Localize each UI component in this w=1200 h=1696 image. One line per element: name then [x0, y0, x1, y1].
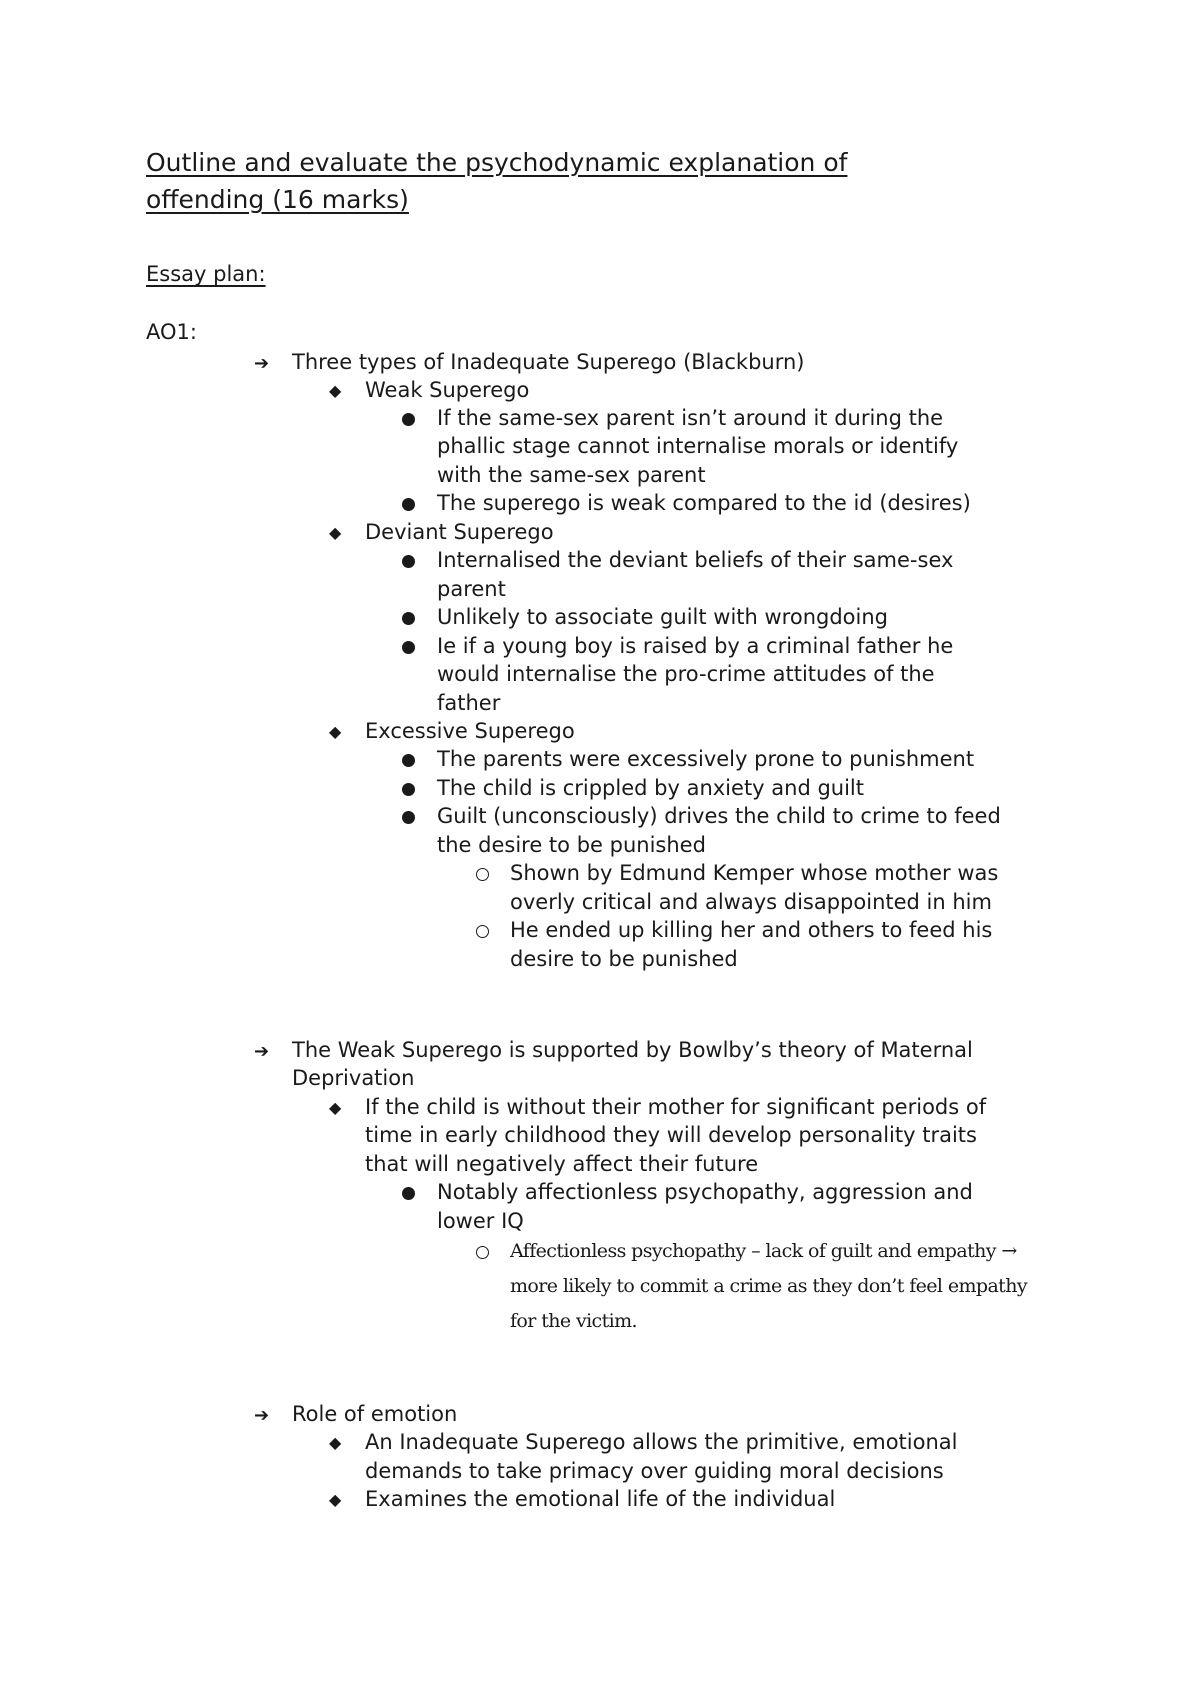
list-item: the desire to be punished: [437, 833, 706, 857]
list-item: lower IQ: [437, 1209, 524, 1233]
list-item: parent: [437, 577, 506, 601]
list-item: Deviant Superego: [365, 520, 554, 544]
list-item: Internalised the deviant beliefs of their same-sex: [437, 548, 954, 572]
section-heading: Role of emotion: [292, 1402, 458, 1426]
list-item: Weak Superego: [365, 378, 530, 402]
title-line-2: offending (16 marks): [146, 185, 409, 214]
section-heading: Deprivation: [292, 1066, 415, 1090]
filled-dot-bullet-icon: [402, 555, 415, 568]
filled-dot-bullet-icon: [402, 612, 415, 625]
list-item: desire to be punished: [510, 947, 738, 971]
list-item: An Inadequate Superego allows the primitive, emotional: [365, 1430, 958, 1454]
title-line-1: Outline and evaluate the psychodynamic explanation of: [146, 148, 848, 177]
essay-plan-heading: Essay plan:: [146, 262, 266, 286]
list-item: time in early childhood they will develop personality traits: [365, 1123, 977, 1147]
list-item: Examines the emotional life of the individual: [365, 1487, 836, 1511]
document-title: [146, 144, 1046, 218]
filled-dot-bullet-icon: [402, 413, 415, 426]
list-item: If the same-sex parent isn’t around it during the: [437, 406, 944, 430]
section-heading: The Weak Superego is supported by Bowlby’s theory of Maternal: [292, 1038, 973, 1062]
list-item: father: [437, 691, 501, 715]
list-item: Notably affectionless psychopathy, aggression and: [437, 1180, 973, 1204]
diamond-bullet-icon: ◆: [329, 381, 342, 400]
list-item: Unlikely to associate guilt with wrongdoing: [437, 605, 888, 629]
list-item: Affectionless psychopathy – lack of guilt and empathy →: [510, 1240, 1017, 1262]
diamond-bullet-icon: ◆: [329, 722, 342, 741]
filled-dot-bullet-icon: [402, 498, 415, 511]
list-item: He ended up killing her and others to feed his: [510, 918, 993, 942]
diamond-bullet-icon: ◆: [329, 1490, 342, 1509]
list-item: The parents were excessively prone to punishment: [437, 747, 975, 771]
hollow-circle-bullet-icon: [476, 1246, 489, 1259]
diamond-bullet-icon: ◆: [329, 523, 342, 542]
filled-dot-bullet-icon: [402, 1187, 415, 1200]
diamond-bullet-icon: ◆: [329, 1433, 342, 1452]
arrow-bullet-icon: ➔: [254, 1041, 270, 1062]
arrow-bullet-icon: ➔: [254, 1405, 270, 1426]
filled-dot-bullet-icon: [402, 811, 415, 824]
section-heading: Three types of Inadequate Superego (Blackburn): [292, 350, 805, 374]
list-item: with the same-sex parent: [437, 463, 706, 487]
list-item: Excessive Superego: [365, 719, 575, 743]
list-item: Shown by Edmund Kemper whose mother was: [510, 861, 999, 885]
diamond-bullet-icon: ◆: [329, 1098, 342, 1117]
list-item: more likely to commit a crime as they don’t feel empathy: [510, 1275, 1027, 1297]
list-item: would internalise the pro-crime attitudes of the: [437, 662, 935, 686]
list-item: Guilt (unconsciously) drives the child to crime to feed: [437, 804, 1001, 828]
filled-dot-bullet-icon: [402, 783, 415, 796]
ao1-label: AO1:: [146, 320, 197, 344]
list-item: that will negatively affect their future: [365, 1152, 759, 1176]
hollow-circle-bullet-icon: [476, 868, 489, 881]
list-item: for the victim.: [510, 1310, 637, 1332]
hollow-circle-bullet-icon: [476, 925, 489, 938]
list-item: The child is crippled by anxiety and guilt: [437, 776, 865, 800]
filled-dot-bullet-icon: [402, 754, 415, 767]
list-item: phallic stage cannot internalise morals or identify: [437, 434, 959, 458]
list-item: Ie if a young boy is raised by a criminal father he: [437, 634, 954, 658]
list-item: overly critical and always disappointed in him: [510, 890, 992, 914]
list-item: If the child is without their mother for significant periods of: [365, 1095, 987, 1119]
filled-dot-bullet-icon: [402, 641, 415, 654]
list-item: demands to take primacy over guiding moral decisions: [365, 1459, 944, 1483]
list-item: The superego is weak compared to the id (desires): [437, 491, 971, 515]
arrow-bullet-icon: ➔: [254, 353, 270, 374]
